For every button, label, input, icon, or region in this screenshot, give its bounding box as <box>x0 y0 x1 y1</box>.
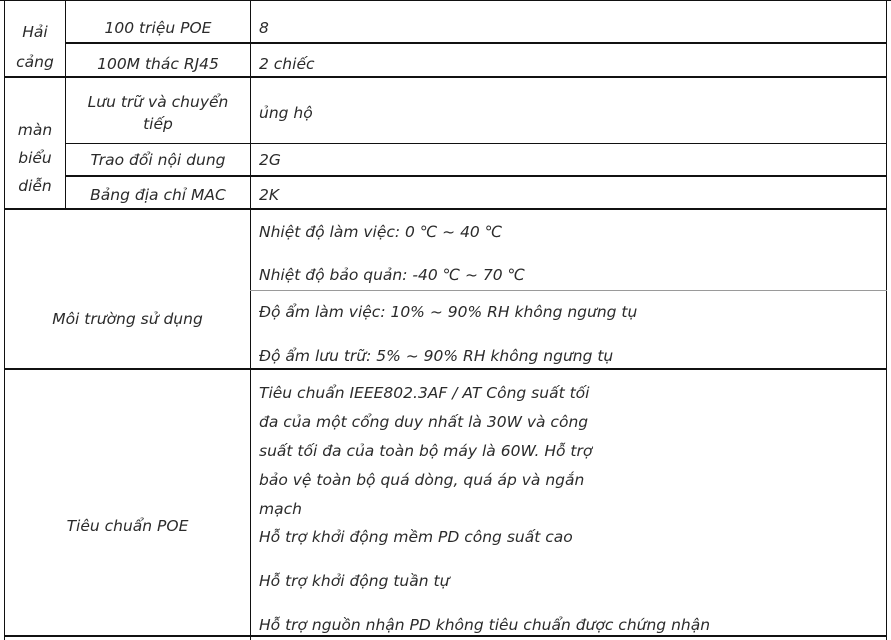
environment-line: Độ ẩm lưu trữ: 5% ~ 90% RH không ngưng tụ <box>259 347 614 365</box>
row-divider <box>65 175 887 177</box>
row-divider <box>65 143 887 144</box>
row-label-rj45: 100M thác RJ45 <box>97 55 219 73</box>
row-divider <box>65 42 887 44</box>
performance-group-label-3: diễn <box>18 177 52 195</box>
group-divider-line <box>4 76 887 78</box>
inner-divider <box>250 290 887 291</box>
poe-line: Hỗ trợ nguồn nhận PD không tiêu chuẩn được chứng nhận <box>259 616 711 634</box>
row-value-mac-table: 2K <box>259 186 280 204</box>
environment-line: Nhiệt độ làm việc: 0 ℃ ~ 40 ℃ <box>259 223 503 241</box>
environment-line: Độ ẩm làm việc: 10% ~ 90% RH không ngưng tụ <box>259 303 638 321</box>
table-right-border <box>886 0 887 640</box>
row-value-poe-ports: 8 <box>259 19 269 37</box>
row-label-poe-ports: 100 triệu POE <box>104 19 212 37</box>
poe-standard-label: Tiêu chuẩn POE <box>66 517 189 535</box>
value-divider <box>250 0 251 640</box>
poe-line: bảo vệ toàn bộ quá dòng, quá áp và ngắn <box>259 471 585 489</box>
poe-line: mạch <box>259 500 302 518</box>
poe-line: Hỗ trợ khởi động mềm PD công suất cao <box>259 528 573 546</box>
environment-label: Môi trường sử dụng <box>52 310 203 328</box>
port-group-label-2: cảng <box>16 53 54 71</box>
poe-line: đa của một cổng duy nhất là 30W và công <box>259 413 589 431</box>
row-value-rj45: 2 chiếc <box>259 55 315 73</box>
group-divider-line <box>4 208 887 210</box>
row-label-mac-table: Bảng địa chỉ MAC <box>90 186 226 204</box>
row-value-store-forward: ủng hộ <box>259 104 313 122</box>
poe-line: suất tối đa của toàn bộ máy là 60W. Hỗ trợ <box>259 442 593 460</box>
group-divider-line <box>4 368 887 370</box>
performance-group-label-1: màn <box>17 121 53 139</box>
row-label-store-forward-2: tiếp <box>143 115 173 133</box>
poe-line: Tiêu chuẩn IEEE802.3AF / AT Công suất tối <box>259 384 590 402</box>
port-group-label-1: Hải <box>22 23 48 41</box>
performance-group-label-2: biểu <box>18 149 52 167</box>
row-value-switching: 2G <box>259 151 281 169</box>
row-label-switching: Trao đổi nội dung <box>90 151 226 169</box>
poe-line: Hỗ trợ khởi động tuần tự <box>259 572 450 590</box>
row-label-store-forward-1: Lưu trữ và chuyển <box>87 93 229 111</box>
row-divider <box>4 635 887 637</box>
table-top-border <box>0 0 891 1</box>
environment-line: Nhiệt độ bảo quản: -40 ℃ ~ 70 ℃ <box>259 266 525 284</box>
